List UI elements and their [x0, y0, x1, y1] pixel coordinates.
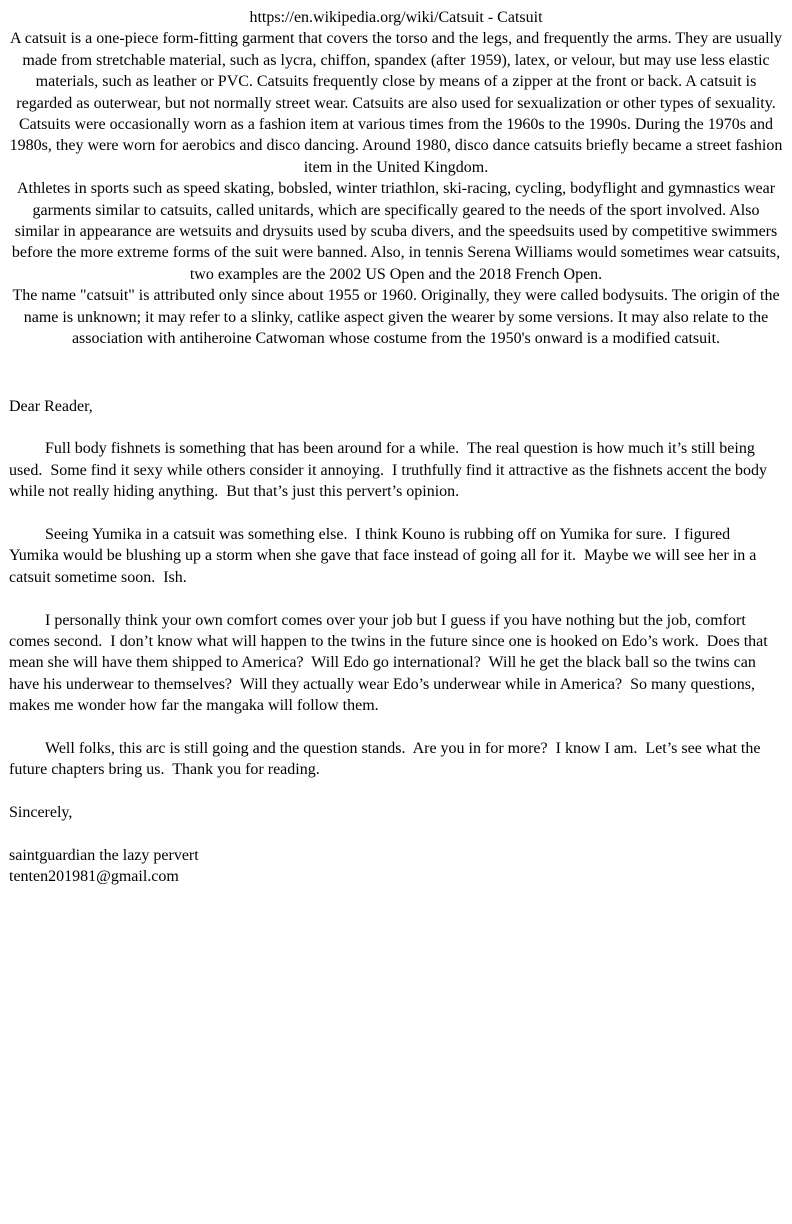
reader-letter-section: [9, 396, 783, 888]
wiki-paragraph: Athletes in sports such as speed skating, bobsled, winter triathlon, ski-racing, cycling, bodyflight and gymnastics wear garments similar to catsuits, called unitards, which are specifically geared to the needs of the sport involved. Also similar in appearance are wetsuits and drysuits used by scuba divers, and the speedsuits used by competitive swimmers before the more extreme forms of the suit were banned. Also, in tennis Serena Williams would sometimes wear catsuits, two examples are the 2002 US Open and the 2018 French Open.: [11, 180, 781, 283]
letter-paragraph: I personally think your own comfort comes over your job but I guess if you have nothing but the job, comfort comes second. I don’t know what will happen to the twins in the future since one is hooked on Edo’s work. Does that mean she will have them shipped to America? Will Edo go international? Will he get the black ball so the twins can have his underwear to themselves? Will they actually wear Edo’s underwear while in America? So many questions, makes me wonder how far the mangaka will follow them.: [9, 611, 772, 715]
letter-paragraph: Full body fishnets is something that has been around for a while. The real question is how much it’s still being used. Some find it sexy while others consider it annoying. I truthfully find it attractive as the fishnets accent the body while not really hiding anything. But that’s just this pervert’s opinion.: [9, 440, 772, 501]
letter-paragraph: Well folks, this arc is still going and the question stands. Are you in for more? I know I am. Let’s see what the future chapters bring us. Thank you for reading.: [9, 739, 765, 779]
wiki-paragraph: Catsuits were occasionally worn as a fashion item at various times from the 1960s to the 1990s. During the 1970s and 1980s, they were worn for aerobics and disco dancing. Around 1980, disco dance catsuits briefly became a street fashion item in the United Kingdom.: [9, 116, 783, 176]
wiki-source-line: https://en.wikipedia.org/wiki/Catsuit - Catsuit: [249, 9, 543, 26]
wiki-paragraph: A catsuit is a one-piece form-fitting garment that covers the torso and the legs, and frequently the arms. They are usually made from stretchable material, such as lycra, chiffon, spandex (after 1959), latex, or velour, but may use less elastic materials, such as leather or PVC. Catsuits frequently close by means of a zipper at the front or back. A catsuit is regarded as outerwear, but not normally street wear. Catsuits are also used for sexualization or other types of sexuality.: [10, 30, 782, 112]
letter-paragraph: Seeing Yumika in a catsuit was something else. I think Kouno is rubbing off on Yumika for sure. I figured Yumika would be blushing up a storm when she gave that face instead of going all for it. Maybe we will see her in a catsuit sometime soon. Ish.: [9, 525, 761, 586]
wiki-paragraph: The name "catsuit" is attributed only since about 1955 or 1960. Originally, they were called bodysuits. The origin of the name is unknown; it may refer to a slinky, catlike aspect given the wearer by some versions. It may also relate to the association with antiheroine Catwoman whose costume from the 1950's onward is a modified catsuit.: [12, 287, 780, 348]
letter-salutation: Dear Reader,: [9, 397, 93, 415]
letter-closing: Sincerely,: [9, 804, 73, 822]
signature-name: saintguardian the lazy pervert: [9, 846, 199, 864]
wiki-excerpt-section: [9, 7, 783, 350]
signature-email: tenten201981@gmail.com: [9, 868, 179, 886]
